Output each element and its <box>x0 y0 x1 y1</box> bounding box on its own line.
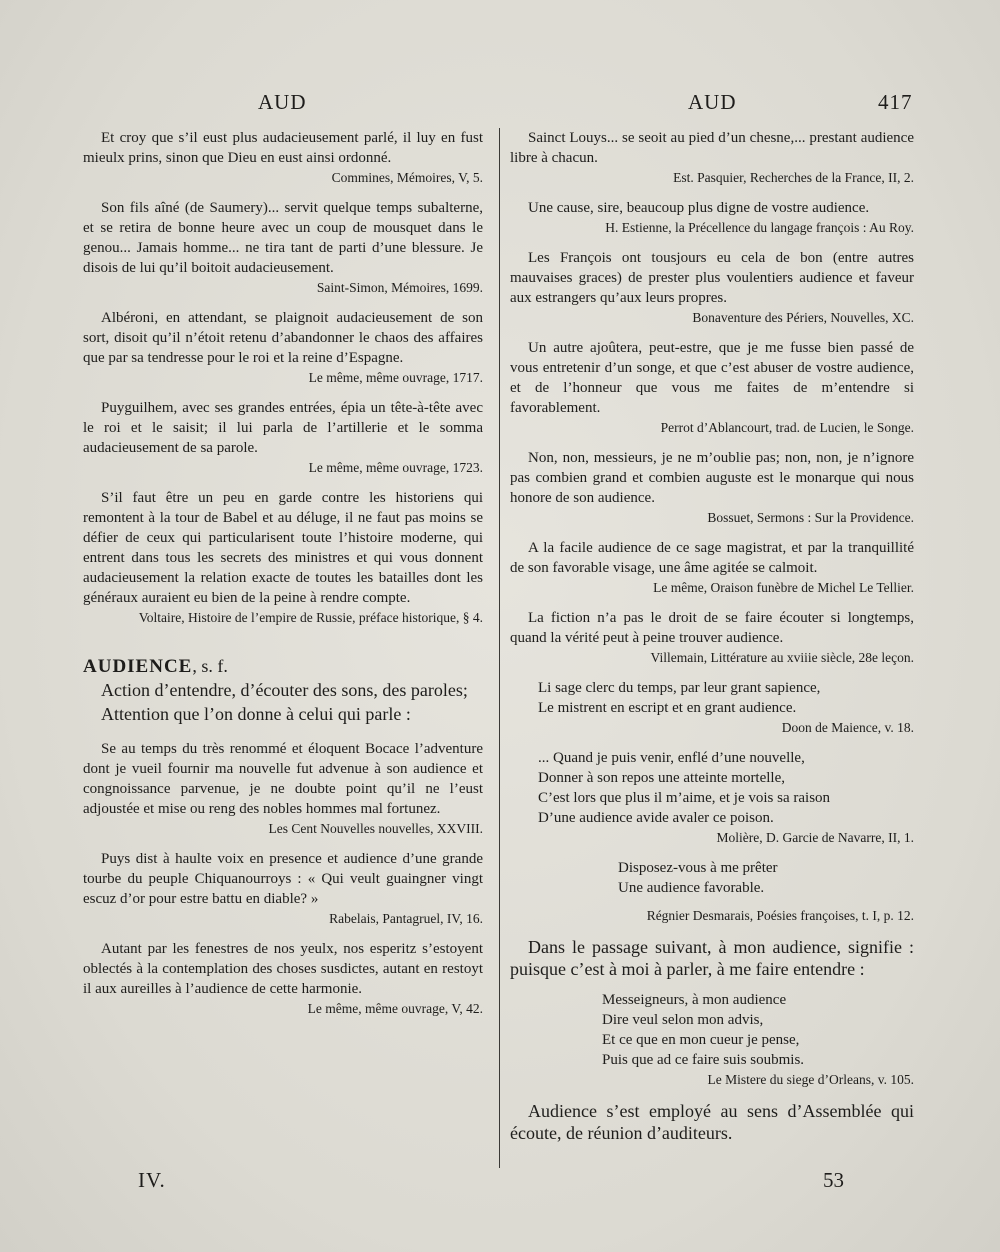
definition: Action d’entendre, d’écouter des sons, des paroles; <box>101 680 468 700</box>
quote-block <box>510 538 914 598</box>
closing-text: Audience s’est employé au sens d’Assemblée qui écoute, de réunion d’auditeurs. <box>510 1101 914 1143</box>
quote-text: Autant par les fenestres de nos yeulx, nos esperitz s’estoyent oblectés à la contemplation des choses susdictes, autant en restoyt il aux aureilles à l’audience de cette harmonie. <box>83 941 483 997</box>
verse-line: Disposez-vous à me prêter <box>618 860 778 876</box>
citation: Bossuet, Sermons : Sur la Providence. <box>707 510 914 525</box>
citation: Villemain, Littérature au xviiie siècle, 28e leçon. <box>650 650 914 665</box>
quote-text: Les François ont tousjours eu cela de bon (entre autres mauvaises graces) de prester plus voulentiers audience et faveur aux estrangers qu’aux leurs propres. <box>510 250 914 306</box>
quote-text: La fiction n’a pas le droit de se faire écouter si longtemps, quand la vérité peut à peine trouver audience. <box>510 610 914 646</box>
citation: Rabelais, Pantagruel, IV, 16. <box>329 911 483 926</box>
quote-block <box>83 128 483 188</box>
verse-line: Et ce que en mon cueur je pense, <box>602 1032 800 1048</box>
verse-line: Dire veul selon mon advis, <box>602 1012 764 1028</box>
citation: Molière, D. Garcie de Navarre, II, 1. <box>716 830 914 845</box>
part-of-speech: , s. f. <box>192 656 228 676</box>
quote-text: Une cause, sire, beaucoup plus digne de vostre audience. <box>528 200 870 216</box>
citation: Le même, même ouvrage, V, 42. <box>307 1001 483 1016</box>
quote-text: Son fils aîné (de Saumery)... servit quelque temps subalterne, et se retira de bonne heure avec un coup de mousquet dans le genou... Jamais homme... ne tira tant de parti d’une blessure. Je disois de lui qu’il boitoit audacieusement. <box>83 200 483 276</box>
gathering-number: 53 <box>823 1168 844 1192</box>
quote-text: Sainct Louys... se seoit au pied d’un chesne,... prestant audience libre à chacun. <box>510 130 914 166</box>
column-divider <box>499 128 500 1168</box>
running-head-right: AUD <box>688 90 737 114</box>
citation: Régnier Desmarais, Poésies françoises, t. I, p. 12. <box>646 908 914 923</box>
quote-text: Se au temps du très renommé et éloquent Bocace l’adventure dont je vueil fournir ma nouvelle fut advenue à son audience et congnoissance parvenue, je ne doubte point qu’il ne l’eust adjoustée et mise ou reng des nobles hommes mal fortunez. <box>83 741 483 817</box>
citation: Bonaventure des Périers, Nouvelles, XC. <box>692 310 914 325</box>
citation: Le même, même ouvrage, 1723. <box>308 460 483 475</box>
quote-block <box>83 398 483 478</box>
verse-line: Puis que ad ce faire suis soubmis. <box>602 1052 805 1068</box>
citation: Voltaire, Histoire de l’empire de Russie, préface historique, § 4. <box>138 610 483 625</box>
quote-block <box>83 198 483 298</box>
verse-line: Le mistrent en escript et en grant audience. <box>538 700 797 716</box>
quote-text: Et croy que s’il eust plus audacieusement parlé, il luy en fust mieulx prins, sinon que Dieu en eust ainsi ordonné. <box>83 130 483 166</box>
quote-block <box>510 128 914 188</box>
citation: Saint-Simon, Mémoires, 1699. <box>316 280 483 295</box>
quote-text: Un autre ajoûtera, peut-estre, que je me fusse bien passé de vous entretenir d’un songe, et que c’est abuser de vostre audience, et de l’honneur que vous me faites de m’entendre si favorablement. <box>510 340 914 416</box>
verse-line: C’est lors que plus il m’aime, et je vois sa raison <box>538 790 831 806</box>
verse-block <box>510 858 914 898</box>
citation: H. Estienne, la Précellence du langage françois : Au Roy. <box>605 220 914 235</box>
left-blocks <box>83 128 483 628</box>
entry-headword: AUDIENCE <box>83 656 193 677</box>
left-blocks-2 <box>83 739 483 1019</box>
verse-block <box>510 990 914 1090</box>
page-number: 417 <box>878 90 913 114</box>
running-head-left: AUD <box>258 90 307 114</box>
quote-block <box>510 248 914 328</box>
citation: Commines, Mémoires, V, 5. <box>331 170 483 185</box>
quote-block <box>83 308 483 388</box>
right-column <box>510 128 914 1144</box>
citation: Le même, même ouvrage, 1717. <box>308 370 483 385</box>
quote-block <box>83 939 483 1019</box>
quote-text: S’il faut être un peu en garde contre les historiens qui remontent à la tour de Babel et au déluge, il ne faut pas moins se défier de ceux qui particularisent toute l’histoire moderne, qui entrent dans tous les secrets des ministres et qui vous donnent audacieusement la relation exacte de toutes les batailles dont les généraux auraient eu bien de la peine à rendre compte. <box>83 490 483 606</box>
verse-line: Li sage clerc du temps, par leur grant sapience, <box>538 680 821 696</box>
quote-block <box>510 198 914 238</box>
citation: Le Mistere du siege d’Orleans, v. 105. <box>707 1072 914 1087</box>
quote-text: Puys dist à haulte voix en presence et audience d’une grande tourbe du peuple Chiquanourroys : « Qui veult guaingner vingt escuz d’or pour estre battu en diable? » <box>83 851 483 907</box>
verse-line: ... Quand je puis venir, enflé d’une nouvelle, <box>538 750 805 766</box>
verse-block <box>510 678 914 738</box>
entry-headword-line <box>83 654 483 679</box>
quote-block <box>510 608 914 668</box>
quote-block <box>510 448 914 528</box>
verse-block <box>510 748 914 848</box>
quote-block <box>510 338 914 438</box>
quote-text: Puyguilhem, avec ses grandes entrées, épia un tête-à-tête avec le roi et le saisit; il lui parla de l’artillerie et le somma audacieusement de sa parole. <box>83 400 483 456</box>
verse-line: Messeigneurs, à mon audience <box>602 992 787 1008</box>
citation: Est. Pasquier, Recherches de la France, II, 2. <box>673 170 914 185</box>
quote-block <box>83 488 483 628</box>
closing-note <box>510 1100 914 1144</box>
passage-note <box>510 936 914 980</box>
verse-line: Donner à son repos une atteinte mortelle, <box>538 770 786 786</box>
verse-line: D’une audience avide avaler ce poison. <box>538 810 774 826</box>
quote-text: A la facile audience de ce sage magistrat, et par la tranquillité de son favorable visage, une âme agitée se calmoit. <box>510 540 914 576</box>
citation: Les Cent Nouvelles nouvelles, XXVIII. <box>268 821 483 836</box>
citation: Perrot d’Ablancourt, trad. de Lucien, le Songe. <box>660 420 914 435</box>
citation: Doon de Maience, v. 18. <box>781 720 914 735</box>
quote-block <box>83 739 483 839</box>
definition: Attention que l’on donne à celui qui parle : <box>101 704 411 724</box>
definitions <box>83 679 483 725</box>
verse-line: Une audience favorable. <box>618 880 765 896</box>
quote-block <box>83 849 483 929</box>
citation: Le même, Oraison funèbre de Michel Le Tellier. <box>653 580 914 595</box>
passage-text: Dans le passage suivant, à mon audience, signifie : puisque c’est à moi à parler, à me faire entendre : <box>510 937 914 979</box>
quote-text: Albéroni, en attendant, se plaignoit audacieusement de son sort, disoit qu’il n’étoit retenu d’abandonner le chaos des affaires que par sa tendresse pour le roi et la reine d’Espagne. <box>83 310 483 366</box>
signature-mark: IV. <box>138 1168 166 1192</box>
left-column <box>83 128 483 1029</box>
quote-text: Non, non, messieurs, je ne m’oublie pas; non, non, je n’ignore pas combien grand et combien auguste est le monarque qui nous honore de son audience. <box>510 450 914 506</box>
